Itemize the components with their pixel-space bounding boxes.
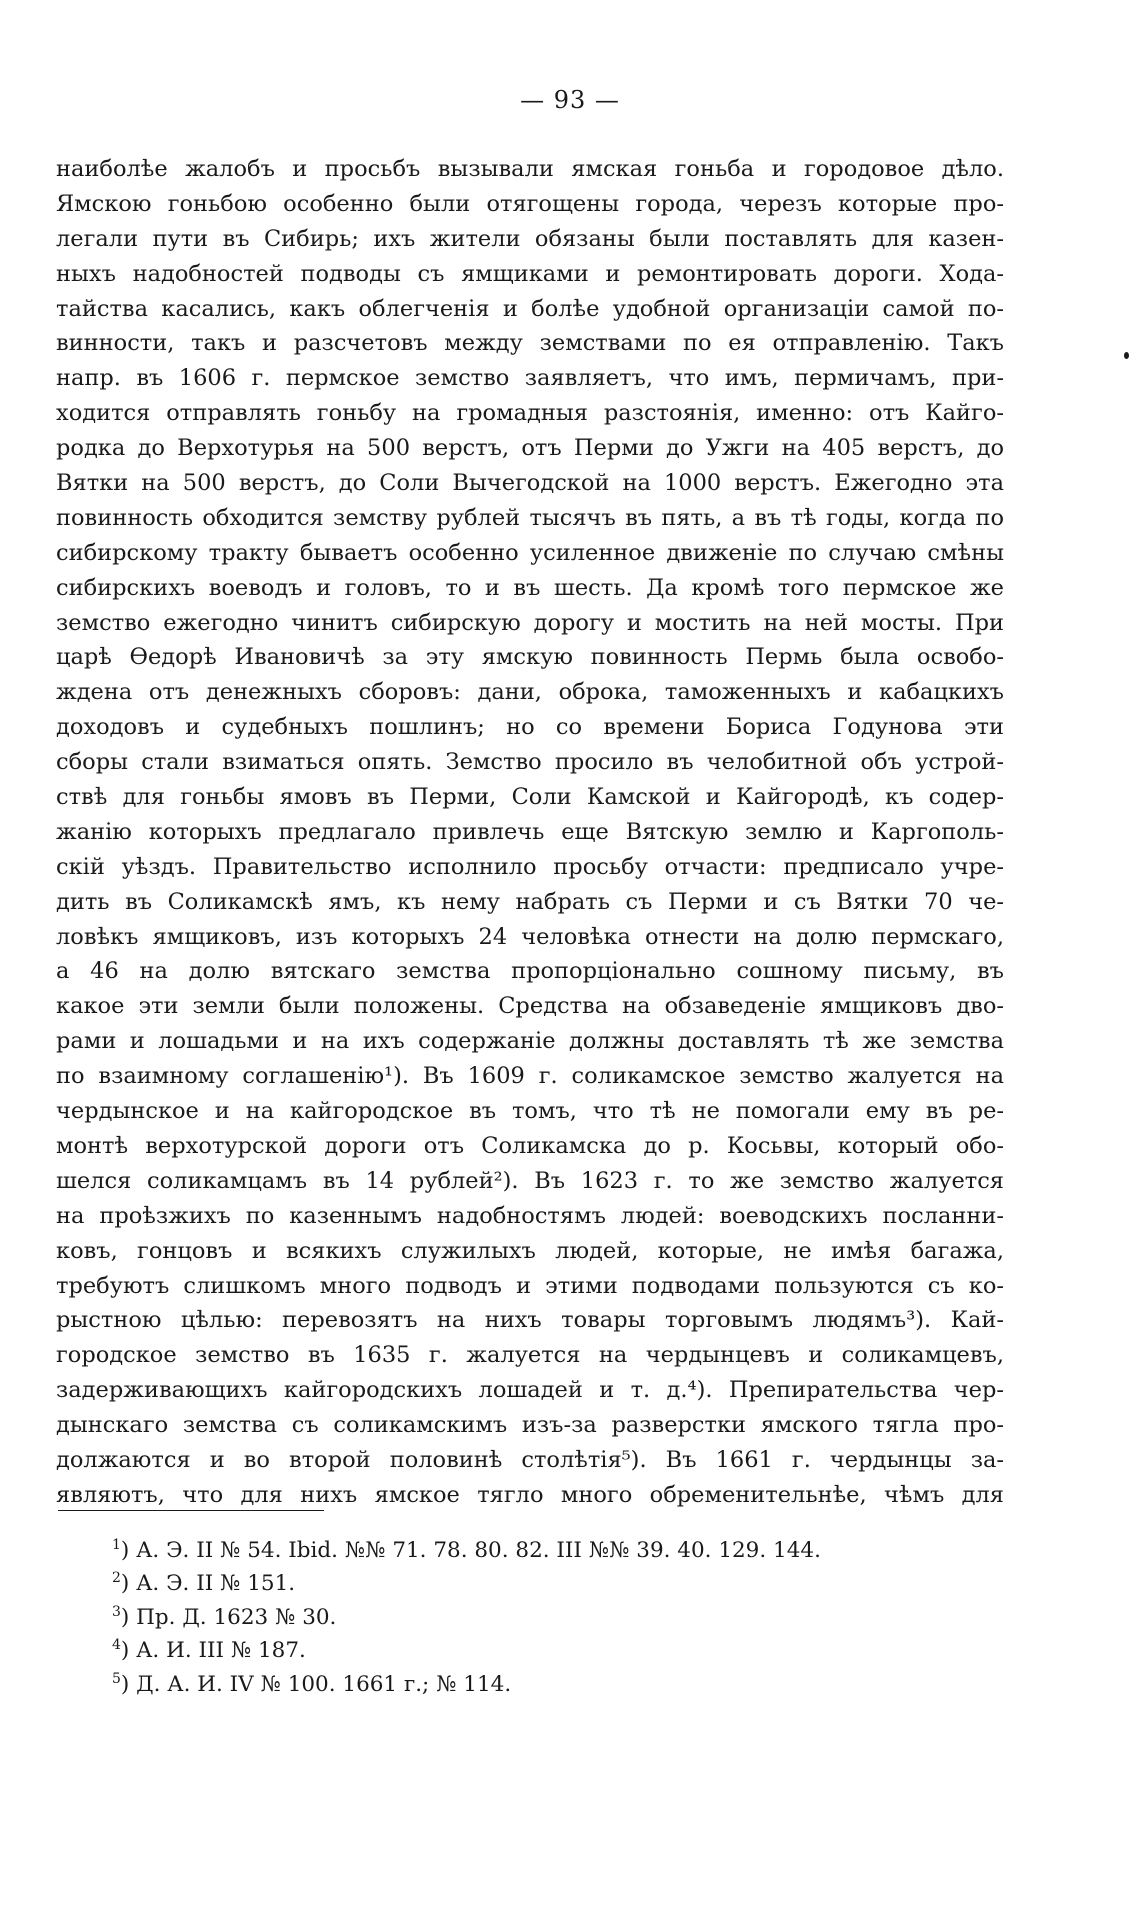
text-line: дынскаго земства съ соликамскимъ изъ-за разверстки ямского тягла про-	[56, 1412, 1004, 1439]
text-line: требуютъ слишкомъ много подводъ и этими подводами пользуются съ ко-	[56, 1272, 1004, 1299]
footnote-text: ) А. И. III № 187.	[120, 1638, 306, 1664]
page-number: — 93 —	[520, 86, 620, 114]
text-line: по взаимному соглашенію¹). Въ 1609 г. соликамское земство жалуется на	[56, 1063, 1004, 1090]
text-line: легали пути въ Сибирь; ихъ жители обязаны были поставлять для казен-	[56, 225, 1004, 252]
footnote	[112, 1567, 821, 1600]
ink-speck	[1124, 352, 1129, 359]
text-line: монтѣ верхотурской дороги отъ Соликамска до р. Косьвы, который обо-	[56, 1132, 1004, 1159]
text-line: родка до Верхотурья на 500 верстъ, отъ Перми до Ужги на 405 верстъ, до	[56, 435, 1004, 462]
footnote-mark: 2	[112, 1570, 121, 1587]
text-line: сибирскихъ воеводъ и головъ, то и въ шесть. Да кромѣ того пермское же	[56, 574, 1004, 601]
text-line: ходится отправлять гоньбу на громадныя разстоянія, именно: отъ Кайго-	[56, 400, 1004, 427]
text-line: винности, такъ и разсчетовъ между земствами по ея отправленію. Такъ	[56, 330, 1004, 357]
body-text	[56, 152, 1004, 1513]
text-line: какое эти земли были положены. Средства на обзаведеніе ямщиковъ дво-	[56, 993, 1004, 1020]
text-line: задерживающихъ кайгородскихъ лошадей и т. д.⁴). Препирательства чер-	[56, 1377, 1004, 1404]
text-line: ныхъ надобностей подводы съ ямщиками и ремонтировать дороги. Хода-	[56, 260, 1004, 287]
text-line: напр. въ 1606 г. пермское земство заявляетъ, что имъ, пермичамъ, при-	[56, 365, 1004, 392]
text-line: рами и лошадьми и на ихъ содержаніе должны доставлять тѣ же земства	[56, 1028, 1004, 1055]
text-line: Вятки на 500 верстъ, до Соли Вычегодской на 1000 верстъ. Ежегодно эта	[56, 470, 1004, 497]
footnotes	[112, 1534, 821, 1701]
text-line: Ямскою гоньбою особенно были отягощены города, черезъ которые про-	[56, 190, 1004, 217]
text-line: рыстною цѣлью: перевозятъ на нихъ товары торговымъ людямъ³). Кай-	[56, 1307, 1004, 1334]
footnote	[112, 1634, 821, 1667]
footnote	[112, 1668, 821, 1701]
footnote-text: ) А. Э. II № 54. Ibid. №№ 71. 78. 80. 82. III №№ 39. 40. 129. 144.	[120, 1538, 821, 1563]
text-line: доходовъ и судебныхъ пошлинъ; но со времени Бориса Годунова эти	[56, 714, 1004, 741]
text-line: являютъ, что для нихъ ямское тягло много обременительнѣе, чѣмъ для	[56, 1481, 1004, 1508]
text-line: ковъ, гонцовъ и всякихъ служилыхъ людей, которые, не имѣя багажа,	[56, 1237, 1004, 1264]
text-line: должаются и во второй половинѣ столѣтія⁵). Въ 1661 г. чердынцы за-	[56, 1446, 1004, 1473]
text-line: сибирскому тракту бываетъ особенно усиленное движеніе по случаю смѣны	[56, 539, 1004, 566]
footnote	[112, 1601, 821, 1634]
text-line: наиболѣе жалобъ и просьбъ вызывали ямская гоньба и городовое дѣло.	[56, 156, 1004, 182]
text-line: сборы стали взиматься опять. Земство просило въ челобитной объ устрой-	[56, 749, 1004, 776]
text-line: тайства касались, какъ облегченія и болѣе удобной организаціи самой по-	[56, 295, 1004, 322]
text-line: чердынское и на кайгородское въ томъ, что тѣ не помогали ему въ ре-	[56, 1098, 1004, 1125]
footnote-text: ) А. Э. II № 151.	[120, 1571, 296, 1597]
text-line: скій уѣздъ. Правительство исполнило просьбу отчасти: предписало учре-	[56, 853, 1004, 880]
footnote	[112, 1534, 821, 1567]
footnote-text: ) Пр. Д. 1623 № 30.	[120, 1604, 337, 1630]
text-line: городское земство въ 1635 г. жалуется на чердынцевъ и соликамцевъ,	[56, 1342, 1004, 1369]
footnote-divider	[58, 1510, 324, 1511]
footnote-text: ) Д. А. И. IV № 100. 1661 г.; № 114.	[120, 1671, 512, 1697]
text-line: дить въ Соликамскѣ ямъ, къ нему набрать съ Перми и съ Вятки 70 че-	[56, 888, 1004, 915]
footnote-mark: 1	[112, 1536, 121, 1553]
text-line: а 46 на долю вятскаго земства пропорціонально сошному письму, въ	[56, 958, 1004, 985]
footnote-mark: 3	[112, 1603, 121, 1620]
text-line: ствѣ для гоньбы ямовъ въ Перми, Соли Камской и Кайгородѣ, къ содер-	[56, 784, 1004, 811]
text-line: шелся соликамцамъ въ 14 рублей²). Въ 1623 г. то же земство жалуется	[56, 1167, 1004, 1194]
text-line: на проѣзжихъ по казеннымъ надобностямъ людей: воеводскихъ посланни-	[56, 1202, 1004, 1229]
text-line: ловѣкъ ямщиковъ, изъ которыхъ 24 человѣка отнести на долю пермскаго,	[56, 923, 1004, 950]
text-line: царѣ Ѳедорѣ Ивановичѣ за эту ямскую повинность Пермь была освобо-	[56, 644, 1004, 671]
footnote-mark: 4	[112, 1637, 121, 1654]
footnote-mark: 5	[112, 1670, 121, 1687]
text-line: ждена отъ денежныхъ сборовъ: дани, оброка, таможенныхъ и кабацкихъ	[56, 679, 1004, 706]
text-line: повинность обходится земству рублей тысячъ въ пять, а въ тѣ годы, когда по	[56, 504, 1004, 531]
text-line: жанію которыхъ предлагало привлечь еще Вятскую землю и Каргополь-	[56, 818, 1004, 845]
text-line: земство ежегодно чинитъ сибирскую дорогу и мостить на ней мосты. При	[56, 609, 1004, 636]
